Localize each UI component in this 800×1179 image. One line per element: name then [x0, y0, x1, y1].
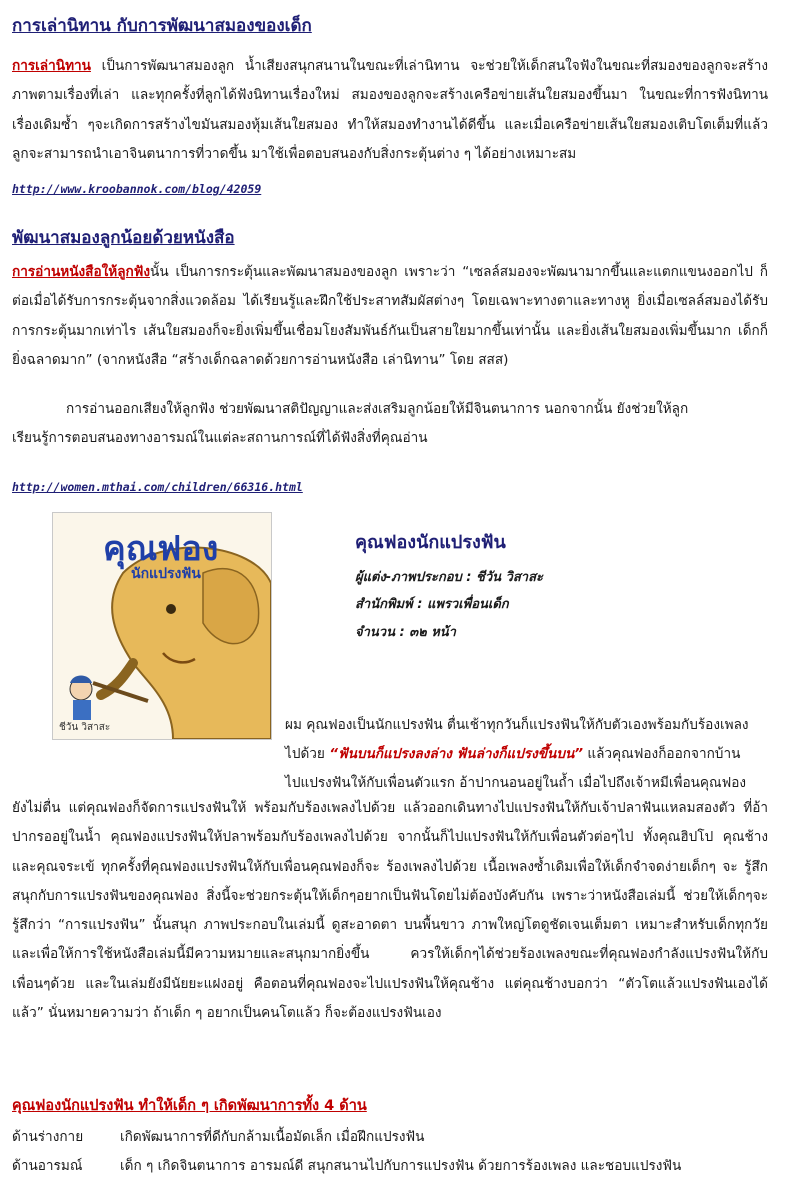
cover-subtitle: นักแปรงฟัน	[131, 566, 201, 582]
books-paragraph	[12, 258, 768, 375]
development-row-emotional: ด้านอารมณ์ เด็ก ๆ เกิดจินตนาการ อารมณ์ดี สนุกสนานไปกับการแปรงฟัน ด้วยการร้องเพลง และชอบแปรงฟัน	[12, 1158, 682, 1174]
source-link-mthai[interactable]: http://women.mthai.com/children/66316.html	[12, 480, 303, 494]
book-cover-image	[52, 512, 272, 740]
section-heading-books: พัฒนาสมองลูกน้อยด้วยหนังสือ	[12, 228, 235, 248]
book-author: ผู้แต่ง-ภาพประกอบ : ชีวัน วิสาสะ	[355, 570, 544, 585]
story-line-2: ไปด้วย “ฟันบนก็แปรงลงล่าง ฟันล่างก็แปรงขึ้นบน” แล้วคุณฟองก็ออกจากบ้าน	[285, 746, 741, 762]
read-aloud-line-1: การอ่านออกเสียงให้ลูกฟัง ช่วยพัฒนาสติปัญญาและส่งเสริมลูกน้อยให้มีจินตนาการ นอกจากนั้น ยังช่วยให้ลูก	[66, 401, 689, 417]
story-line-3: ไปแปรงฟันให้กับเพื่อนตัวแรก อ้าปากนอนอยู่ในถ้ำ เมื่อไปถึงเจ้าหมีเพื่อนคุณฟอง	[285, 775, 747, 791]
books-keyword: การอ่านหนังสือให้ลูกฟัง	[12, 264, 151, 280]
song-lyric: “ฟันบนก็แปรงลงล่าง ฟันล่างก็แปรงขึ้นบน”	[329, 746, 584, 762]
cover-title: คุณฟอง	[103, 529, 219, 569]
read-aloud-line-2: เรียนรู้การตอบสนองทางอารมณ์ในแต่ละสถานการณ์ที่ได้ฟังสิ่งที่คุณอ่าน	[12, 430, 428, 446]
development-row-physical: ด้านร่างกาย เกิดพัฒนาการที่ดีกับกล้ามเนื้อมัดเล็ก เมื่อฝึกแปรงฟัน	[12, 1129, 425, 1145]
development-heading: คุณฟองนักแปรงฟัน ทำให้เด็ก ๆ เกิดพัฒนาการทั้ง 4 ด้าน	[12, 1098, 367, 1114]
book-publisher: สำนักพิมพ์ : แพรวเพื่อนเด็ก	[355, 597, 509, 612]
story-line-1: ผม คุณฟองเป็นนักแปรงฟัน ตื่นเช้าทุกวันก็แปรงฟันให้กับตัวเองพร้อมกับร้องเพลง	[285, 717, 749, 733]
section-heading-storytelling: การเล่านิทาน กับการพัฒนาสมองของเด็ก	[12, 16, 312, 36]
story-paragraph: ยังไม่ตื่น แต่คุณฟองก็จัดการแปรงฟันให้ พร้อมกับร้องเพลงไปด้วย แล้วออกเดินทางไปแปรงฟันให้กับเจ้าปลาฟันแหลมสองตัว ที่อ้าปากรออยู่ในน้ำ คุณฟองแปรงฟันให้ปลาพร้อมกับร้องเพลงไปด้วย จากนั้นก็ไปแปรงฟันให้กับเพื่อนตัวต่อๆไป ทั้งคุณฮิปโป คุณช้าง และคุณจระเข้ ทุกครั้งที่คุณฟองแปรงฟันให้กับเพื่อนคุณฟองก็จะ ร้องเพลงไปด้วย เนื้อเพลงซ้ำเดิมเพื่อให้เด็กจำจดง่ายเด็กๆ จะ รู้สึกสนุกกับการแปรงฟันของคุณฟอง สิ่งนี้จะช่วยกระตุ้นให้เด็กๆอยากเป็นฟันโดยไม่ต้องบังคับกัน เพราะว่าหนังสือเล่มนี้ ช่วยให้เด็กๆจะรู้สึกว่า “การแปรงฟัน” นั้นสนุก ภาพประกอบในเล่มนี้ ดูสะอาดตา บนพื้นขาว ภาพใหญ่โตดูชัดเจนเต็มตา เหมาะสำหรับเด็กทุกวัย และเพื่อให้การใช้หนังสือเล่มนี้มีความหมายและสนุกมากยิ่งขึ้น ควรให้เด็กๆได้ช่วยร้องเพลงขณะที่คุณฟองกำลังแปรงฟันให้กับเพื่อนๆด้วย และในเล่มยังมีนัยยะแฝงอยู่ คือตอนที่คุณฟองจะไปแปรงฟันให้คุณช้าง แต่คุณช้างบอกว่า “ตัวโตแล้วแปรงฟันเองได้แล้ว” นั่นหมายความว่า ถ้าเด็ก ๆ อยากเป็นคนโตแล้ว ก็จะต้องแปรงฟันเอง	[12, 800, 768, 1022]
book-title: คุณฟองนักแปรงฟัน	[355, 532, 506, 553]
cover-author: ชีวัน วิสาสะ	[59, 722, 111, 733]
books-body: นั้น เป็นการกระตุ้นและพัฒนาสมองของลูก เพราะว่า “เซลล์สมองจะพัฒนามากขึ้นและแตกแขนงออกไป ก็ต่อเมื่อได้รับการกระตุ้นจากสิ่งแวดล้อม ได้เรียนรู้และฝึกใช้ประสาทสัมผัสต่างๆ โดยเฉพาะทางตาและทางหู ยิ่งเมื่อเซลล์สมองได้รับการกระตุ้นมากเท่าไร เส้นใยสมองก็จะยิ่งเพิ่มขึ้นเชื่อมโยงสัมพันธ์กันเป็นสายใยมากขึ้นเท่านั้น และยิ่งเส้นใยสมองเพิ่มขึ้นมาก เด็กก็ยิ่งฉลาดมาก” (จากหนังสือ “สร้างเด็กฉลาดด้วยการอ่านหนังสือ เล่านิทาน” โดย สสส)	[12, 264, 768, 368]
source-link-kroobannok[interactable]: http://www.kroobannok.com/blog/42059	[12, 182, 262, 196]
storytelling-body: เป็นการพัฒนาสมองลูก น้ำเสียงสนุกสนานในขณะที่เล่านิทาน จะช่วยให้เด็กสนใจฟังในขณะที่สมองของลูกจะสร้างภาพตามเรื่องที่เล่า และทุกครั้งที่ลูกได้ฟังนิทานเรื่องใหม่ สมองของลูกจะสร้างเครือข่ายเส้นใยสมองขึ้นมา ในขณะที่การฟังนิทาน เรื่องเดิมซ้ำ ๆจะเกิดการสร้างไขมันสมองหุ้มเส้นใยสมอง ทำให้สมองทำงานได้ดีขึ้น และเมื่อเครือข่ายเส้นใยสมองเติบโตเต็มที่แล้ว ลูกจะสามารถนำเอาจินตนาการที่วาดขึ้น มาใช้เพื่อตอบสนองกับสิ่งกระตุ้นต่าง ๆ ได้อย่างเหมาะสม	[12, 58, 768, 162]
storytelling-keyword: การเล่านิทาน	[12, 58, 91, 74]
storytelling-paragraph	[12, 52, 768, 169]
book-pages: จำนวน : ๓๒ หน้า	[355, 625, 456, 640]
